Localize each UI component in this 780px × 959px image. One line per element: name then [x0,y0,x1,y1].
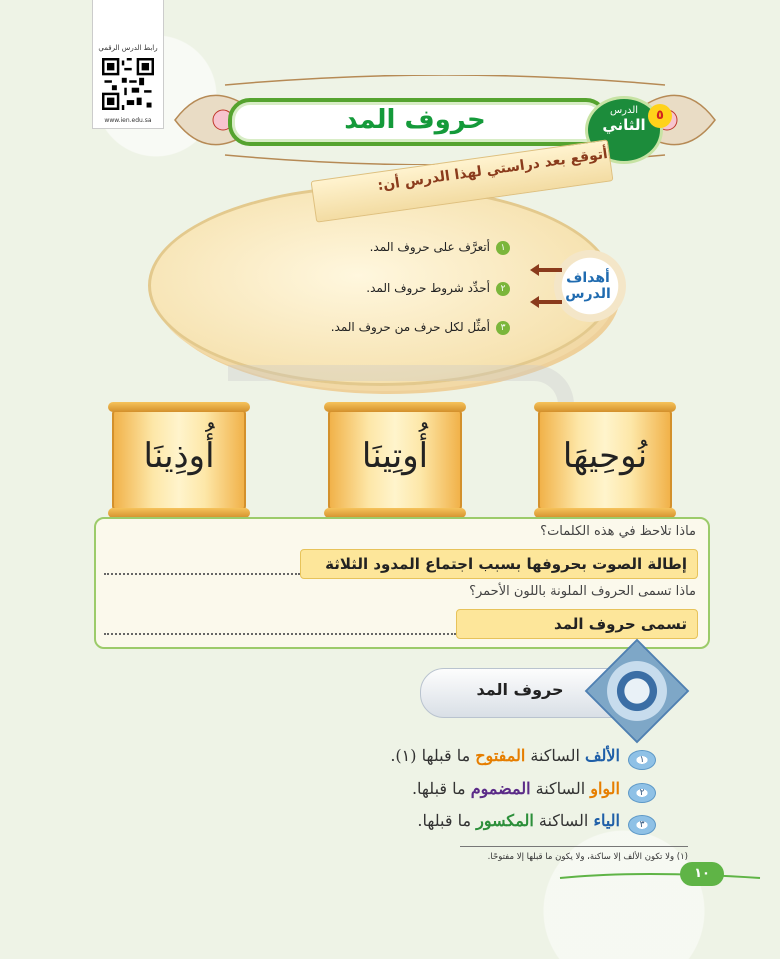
goal-number: ٣ [496,321,510,335]
list-item [300,811,620,830]
letter-name: الياء [593,811,620,830]
footnote-divider [460,846,688,847]
word-scroll [112,408,246,512]
goals-heading: أتوقع بعد دراستي لهذا الدرس أن: [376,145,609,195]
list-number-badge: ١ [628,750,656,770]
goals-label-line2: الدرس [565,286,611,302]
list-text: الساكنة [530,779,591,798]
page-number: ١٠ [680,862,724,886]
dotted-line [104,573,300,575]
list-text: الساكنة [533,811,594,830]
goal-text: أمثِّل لكل حرف من حروف المد. [330,320,490,334]
arrow-left-icon [538,300,562,304]
dotted-line [104,633,456,635]
goal-item [240,240,510,255]
list-text: ما قبلها. [417,811,477,830]
qr-panel[interactable] [92,0,164,129]
letter-name: الألف [584,746,620,765]
goal-number: ١ [496,241,510,255]
lesson-badge-label: الدرس [609,105,639,116]
arrow-left-icon [538,268,562,272]
list-number-badge: ٣ [628,815,656,835]
goal-item [240,281,510,296]
footnote-ref: (١). [390,746,417,765]
qr-url[interactable]: www.ien.edu.sa [104,117,152,124]
section-title: حروف المد [476,680,564,699]
list-item [300,746,620,765]
goal-text: أحدِّد شروط حروف المد. [366,281,490,295]
list-text: الساكنة [525,746,585,765]
goal-text: أتعرَّف على حروف المد. [369,240,490,254]
list-text: ما قبلها [421,746,476,765]
list-number-badge: ٢ [628,783,656,803]
vowel-condition: المكسور [476,811,534,830]
lesson-badge-ordinal: الثاني [602,116,646,134]
vowel-condition: المضموم [470,779,531,798]
list-item [300,779,620,798]
word-scroll [328,408,462,512]
page-title: حروف المد [344,105,486,135]
goals-label-line1: أهداف [566,270,610,286]
word-scroll [538,408,672,512]
answer-2-field[interactable]: تسمى حروف المد [456,609,698,639]
qr-code-icon[interactable] [102,58,154,110]
goal-item [240,320,510,335]
question-1: ماذا تلاحظ في هذه الكلمات؟ [540,524,696,539]
page-number-bar [0,868,780,888]
scroll-word-text: نُوحِيهَا [562,436,648,476]
scroll-word [114,436,244,476]
scroll-word [330,436,460,476]
footnote: (١) ولا تكون الألف إلا ساكنة، ولا يكون ما قبلها إلا مفتوحًا. [487,852,688,862]
question-2: ماذا تسمى الحروف الملونة باللون الأحمر؟ [469,584,696,599]
scroll-word-text: أُوذِينَا [143,436,215,476]
goals-label [548,270,628,302]
vowel-condition: المفتوح [475,746,526,765]
lesson-number: ٥ [648,104,672,128]
scroll-word-text: أُوتِينَا [361,436,429,476]
list-text: ما قبلها. [411,779,471,798]
answer-1-field[interactable]: إطالة الصوت بحروفها بسبب اجتماع المدود الثلاثة [300,549,698,579]
letter-name: الواو [590,779,620,798]
scroll-word [540,436,670,476]
goal-number: ٢ [496,282,510,296]
qr-caption: رابط الدرس الرقمي [98,44,158,52]
